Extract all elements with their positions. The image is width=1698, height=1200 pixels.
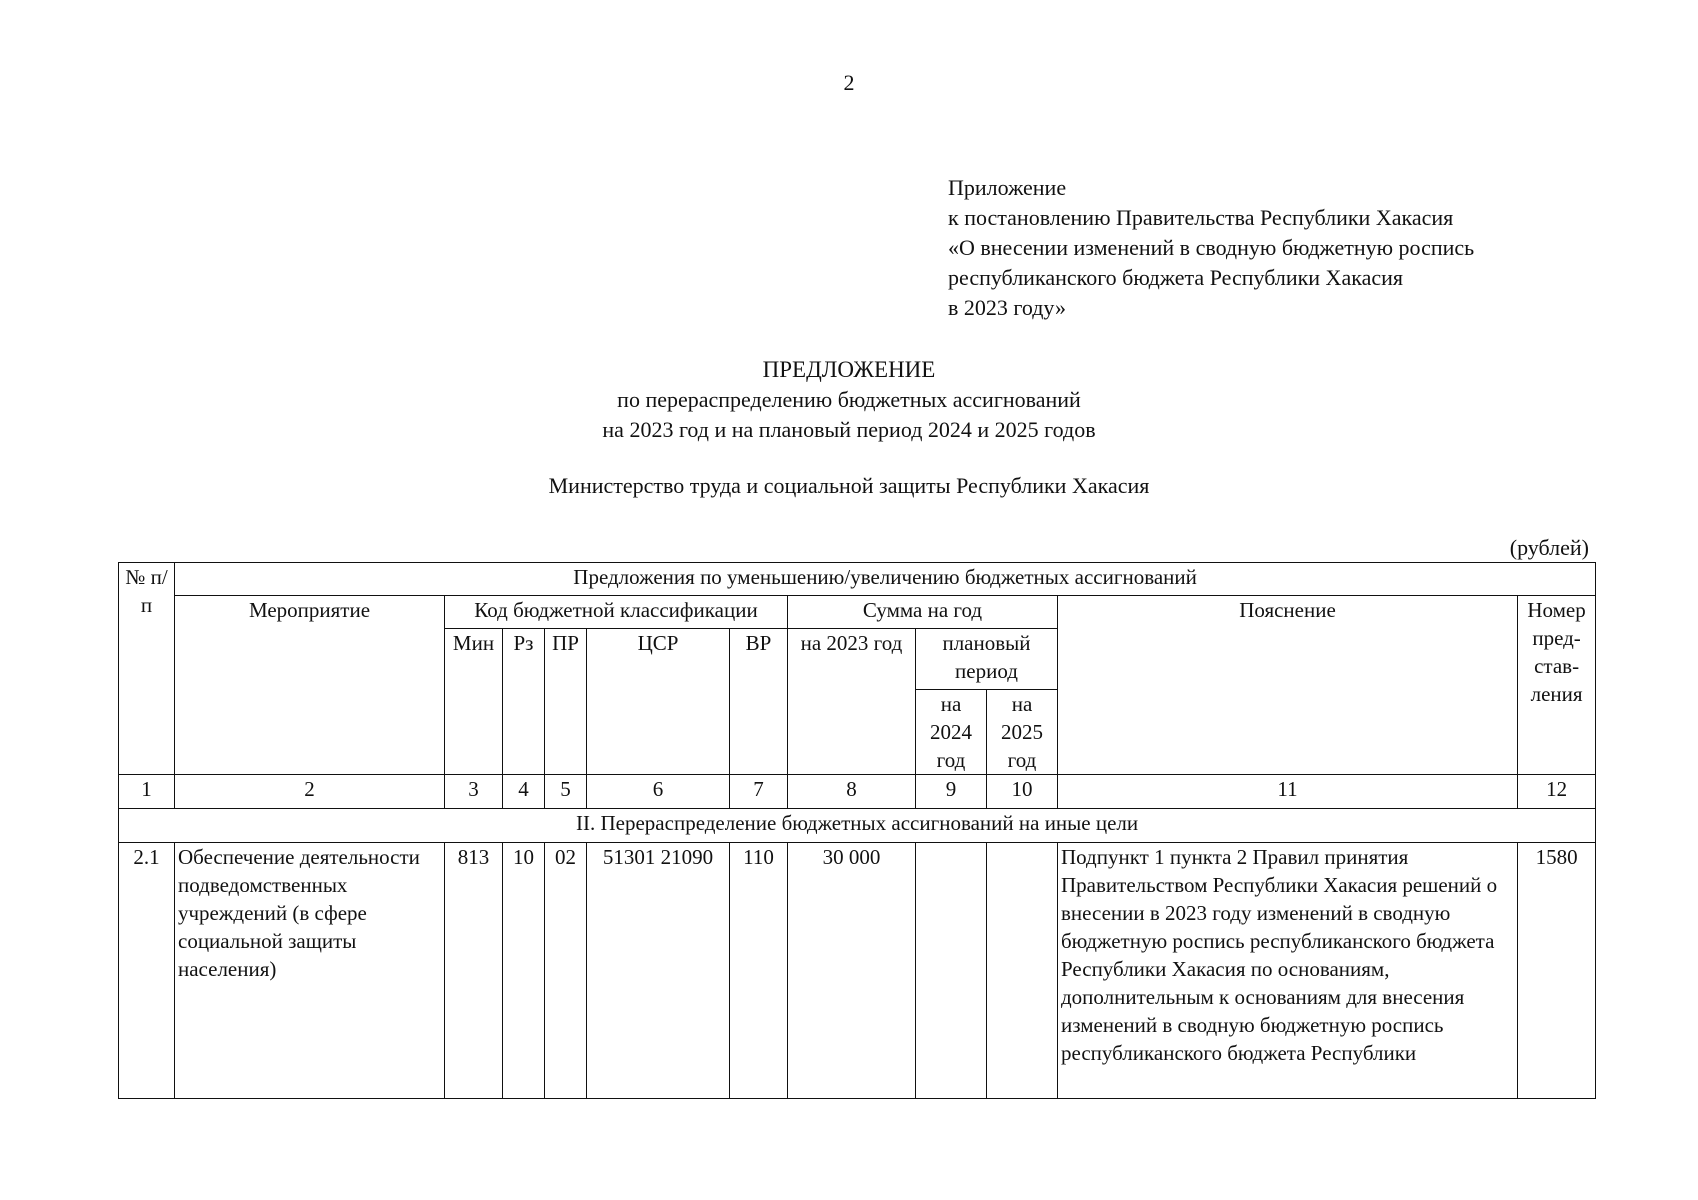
- header-2023: на 2023 год: [788, 629, 916, 775]
- column-numbers-row: [119, 775, 1596, 809]
- header-planned: плановый период: [916, 629, 1058, 690]
- appendix-line: в 2023 году»: [948, 295, 1066, 320]
- row-2024: [916, 843, 987, 1099]
- header-code: Код бюджетной классификации: [445, 596, 788, 629]
- col-number: 5: [545, 775, 587, 809]
- header-measure: Мероприятие: [175, 596, 445, 775]
- header-2024: на 2024 год: [916, 690, 987, 775]
- header-submission: Номер пред-став-ления: [1518, 596, 1596, 775]
- appendix-block: [948, 173, 1474, 323]
- col-number: 10: [987, 775, 1058, 809]
- units-label: (рублей): [1509, 535, 1589, 560]
- col-number: 2: [175, 775, 445, 809]
- row-rz: 10: [503, 843, 545, 1099]
- col-number: 3: [445, 775, 503, 809]
- row-min: 813: [445, 843, 503, 1099]
- header-vr: ВР: [730, 629, 788, 775]
- header-sum: Сумма на год: [788, 596, 1058, 629]
- header-rz: Рз: [503, 629, 545, 775]
- col-number: 11: [1058, 775, 1518, 809]
- col-number: 4: [503, 775, 545, 809]
- header-csr: ЦСР: [587, 629, 730, 775]
- col-number: 8: [788, 775, 916, 809]
- margin-stamp-mark: [46, 900, 126, 1100]
- col-number: 6: [587, 775, 730, 809]
- row-measure: Обеспечение деятельности подведомственных учреждений (в сфере социальной защиты населения): [175, 843, 445, 1099]
- col-number: 7: [730, 775, 788, 809]
- appendix-line: «О внесении изменений в сводную бюджетную роспись: [948, 235, 1475, 260]
- header-explanation: Пояснение: [1058, 596, 1518, 775]
- section-title: II. Перераспределение бюджетных ассигнований на иные цели: [119, 809, 1596, 843]
- appendix-line: республиканского бюджета Республики Хакасия: [948, 265, 1403, 290]
- allocation-table: [118, 562, 1596, 1099]
- row-num: 2.1: [119, 843, 175, 1099]
- document-title: [0, 355, 1698, 445]
- col-number: 1: [119, 775, 175, 809]
- col-number: 12: [1518, 775, 1596, 809]
- row-2023: 30 000: [788, 843, 916, 1099]
- header-2025: на 2025 год: [987, 690, 1058, 775]
- row-pr: 02: [545, 843, 587, 1099]
- header-proposals: Предложения по уменьшению/увеличению бюджетных ассигнований: [175, 563, 1596, 596]
- appendix-line: Приложение: [948, 175, 1067, 200]
- header-num: № п/п: [119, 563, 175, 775]
- title-line-2: на 2023 год и на плановый период 2024 и 2025 годов: [602, 417, 1096, 442]
- row-submission: 1580: [1518, 843, 1596, 1099]
- title-main: ПРЕДЛОЖЕНИЕ: [762, 357, 936, 382]
- row-vr: 110: [730, 843, 788, 1099]
- col-number: 9: [916, 775, 987, 809]
- page-number: 2: [843, 70, 855, 95]
- title-line-1: по перераспределению бюджетных ассигнований: [617, 387, 1081, 412]
- header-pr: ПР: [545, 629, 587, 775]
- row-explanation: Подпункт 1 пункта 2 Правил принятия Правительством Республики Хакасия решений о внесении в 2023 году изменений в сводную бюджетную роспись республиканского бюджета Республики Хакасия по основаниям, дополнительным к основаниям для внесения изменений в сводную бюджетную роспись республиканского бюджета Республики: [1058, 843, 1518, 1099]
- ministry-name: Министерство труда и социальной защиты Республики Хакасия: [548, 473, 1150, 498]
- appendix-line: к постановлению Правительства Республики Хакасия: [948, 205, 1454, 230]
- table-row: [119, 843, 1596, 1099]
- row-2025: [987, 843, 1058, 1099]
- row-csr: 51301 21090: [587, 843, 730, 1099]
- header-min: Мин: [445, 629, 503, 775]
